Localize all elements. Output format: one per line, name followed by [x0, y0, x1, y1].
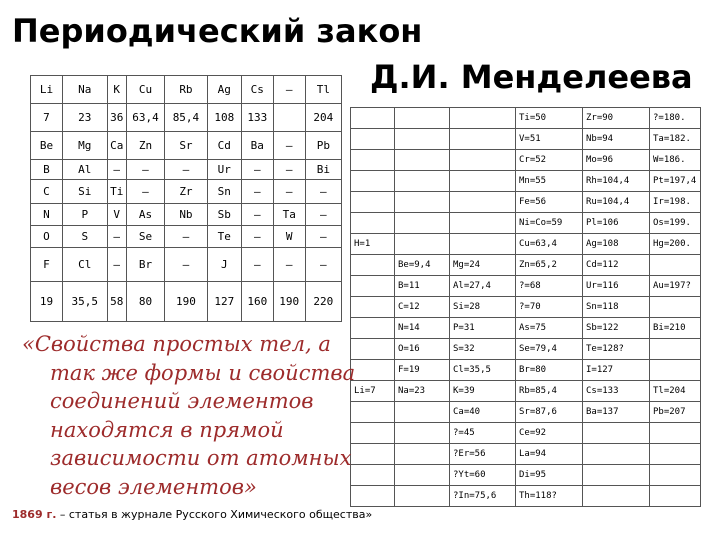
table1-cell: Al [62, 160, 107, 180]
table2-cell: B=11 [395, 276, 450, 297]
table2-cell: Th=118? [516, 486, 583, 507]
quote [22, 330, 356, 501]
table1-row [31, 248, 342, 282]
table2-row [351, 297, 701, 318]
table2-cell: Sb=122 [583, 318, 650, 339]
table2-cell [351, 444, 395, 465]
table2-cell: Bi=210 [650, 318, 701, 339]
table1-cell: – [305, 180, 341, 204]
table2-cell: Pb=207 [650, 402, 701, 423]
table2-cell [395, 423, 450, 444]
table2-cell: Ur=116 [583, 276, 650, 297]
table1-cell: V [107, 204, 126, 226]
table2-cell: I=127 [583, 360, 650, 381]
table2-cell: Ru=104,4 [583, 192, 650, 213]
table1-cell: Cs [241, 76, 273, 104]
table1-cell: S [62, 226, 107, 248]
table2-cell: Te=128? [583, 339, 650, 360]
table1-cell: Sb [207, 204, 241, 226]
table2-row [351, 276, 701, 297]
table1-cell: Br [126, 248, 164, 282]
table1-cell: Mg [62, 132, 107, 160]
table1-cell: Cd [207, 132, 241, 160]
table2-cell: Sr=87,6 [516, 402, 583, 423]
table2-cell [351, 423, 395, 444]
table2-cell: Di=95 [516, 465, 583, 486]
table1-cell: P [62, 204, 107, 226]
table2-cell [351, 297, 395, 318]
table2-row [351, 213, 701, 234]
table1-cell: 35,5 [62, 282, 107, 322]
table2-cell: As=75 [516, 318, 583, 339]
table2-cell: Ni=Co=59 [516, 213, 583, 234]
table1-row [31, 204, 342, 226]
table1-cell: – [273, 248, 305, 282]
table1-cell: Te [207, 226, 241, 248]
table2-cell [450, 108, 516, 129]
table2-row [351, 318, 701, 339]
table1-cell: Cu [126, 76, 164, 104]
table2-cell: Cl=35,5 [450, 360, 516, 381]
table1-cell: 190 [165, 282, 208, 322]
footnote-year: 1869 г. [12, 508, 57, 521]
table2-cell [351, 108, 395, 129]
table1-cell: 58 [107, 282, 126, 322]
table1-cell: Be [31, 132, 63, 160]
table1-cell: Zn [126, 132, 164, 160]
table2-cell [351, 360, 395, 381]
table1-cell: – [241, 226, 273, 248]
table1-cell: – [241, 248, 273, 282]
table2-cell: Nb=94 [583, 129, 650, 150]
table1-row [31, 104, 342, 132]
table2-row [351, 402, 701, 423]
table2-cell: Tl=204 [650, 381, 701, 402]
table2-cell: ?In=75,6 [450, 486, 516, 507]
table1-cell: Rb [165, 76, 208, 104]
table2-cell [650, 423, 701, 444]
table2-cell: ?=68 [516, 276, 583, 297]
table2-cell: Cr=52 [516, 150, 583, 171]
table1-cell: Ur [207, 160, 241, 180]
table2-cell: Al=27,4 [450, 276, 516, 297]
table2-cell: Mg=24 [450, 255, 516, 276]
table2-cell [395, 171, 450, 192]
table2-cell [583, 465, 650, 486]
table2-cell [450, 129, 516, 150]
table1-row [31, 132, 342, 160]
table2-cell: V=51 [516, 129, 583, 150]
table1-cell: – [305, 204, 341, 226]
table2-cell: P=31 [450, 318, 516, 339]
table1-cell: 108 [207, 104, 241, 132]
table1-cell: 190 [273, 282, 305, 322]
table2-cell: Ce=92 [516, 423, 583, 444]
table2-cell: Zn=65,2 [516, 255, 583, 276]
table1-cell: O [31, 226, 63, 248]
table2-cell [395, 213, 450, 234]
table1-cell: Nb [165, 204, 208, 226]
table2-cell: Cd=112 [583, 255, 650, 276]
table1-cell: 63,4 [126, 104, 164, 132]
table2-cell [650, 339, 701, 360]
footnote-text: – статья в журнале Русского Химического общества» [56, 508, 373, 521]
table2-cell [395, 486, 450, 507]
table1-cell: Cl [62, 248, 107, 282]
table2-cell: Si=28 [450, 297, 516, 318]
table2-cell: Ca=40 [450, 402, 516, 423]
table2-cell: ?Er=56 [450, 444, 516, 465]
table2-cell [351, 465, 395, 486]
table2-cell: Pt=197,4 [650, 171, 701, 192]
table2-cell: Be=9,4 [395, 255, 450, 276]
table2-cell: Rh=104,4 [583, 171, 650, 192]
table2-cell: Ta=182. [650, 129, 701, 150]
table2-cell: Li=7 [351, 381, 395, 402]
table2-cell [650, 486, 701, 507]
table2-row [351, 192, 701, 213]
table2-cell: La=94 [516, 444, 583, 465]
table2-cell [351, 150, 395, 171]
table2-cell [351, 129, 395, 150]
table1-cell: Pb [305, 132, 341, 160]
table1-cell: Sr [165, 132, 208, 160]
table1-cell: – [165, 226, 208, 248]
footnote [12, 508, 372, 521]
table2-cell: Mn=55 [516, 171, 583, 192]
table1-cell: 220 [305, 282, 341, 322]
table2-cell [650, 444, 701, 465]
table1-cell: – [107, 226, 126, 248]
table1-cell: 85,4 [165, 104, 208, 132]
table1-cell: 19 [31, 282, 63, 322]
table2-cell: ?=45 [450, 423, 516, 444]
table1-cell: – [273, 132, 305, 160]
table2-row [351, 360, 701, 381]
table2-cell [650, 255, 701, 276]
table2-cell: Rb=85,4 [516, 381, 583, 402]
table2-cell [395, 444, 450, 465]
table2-cell: Na=23 [395, 381, 450, 402]
table1-cell: C [31, 180, 63, 204]
table2-cell [351, 255, 395, 276]
table2-row [351, 171, 701, 192]
table2-cell [450, 150, 516, 171]
title-line-1: Периодический закон [12, 12, 423, 50]
table2-row [351, 465, 701, 486]
quote-line: соединений элементов [50, 389, 314, 413]
table2-cell [395, 108, 450, 129]
table2-cell [395, 150, 450, 171]
table1-cell: – [107, 160, 126, 180]
table2-cell [351, 339, 395, 360]
table2-row [351, 444, 701, 465]
table1-cell: Tl [305, 76, 341, 104]
mendeleev-1869-table [350, 107, 701, 507]
table1-cell: – [165, 248, 208, 282]
table1-cell: Ti [107, 180, 126, 204]
table2-cell: Pl=106 [583, 213, 650, 234]
table2-cell [583, 486, 650, 507]
table1-cell: 7 [31, 104, 63, 132]
table2-cell: N=14 [395, 318, 450, 339]
table2-cell: Hg=200. [650, 234, 701, 255]
table2-cell: Os=199. [650, 213, 701, 234]
table1-cell: – [241, 180, 273, 204]
table2-cell: Se=79,4 [516, 339, 583, 360]
table2-cell: Cs=133 [583, 381, 650, 402]
table2-cell: Fe=56 [516, 192, 583, 213]
table1-cell: Ba [241, 132, 273, 160]
table2-cell: Cu=63,4 [516, 234, 583, 255]
table2-cell [450, 213, 516, 234]
table1-cell: Sn [207, 180, 241, 204]
table2-cell: Br=80 [516, 360, 583, 381]
table2-cell: Ir=198. [650, 192, 701, 213]
table2-row [351, 381, 701, 402]
table1-cell: – [305, 226, 341, 248]
table1-cell: – [126, 180, 164, 204]
table2-cell: F=19 [395, 360, 450, 381]
table2-row [351, 234, 701, 255]
table2-row [351, 129, 701, 150]
table1-cell: 127 [207, 282, 241, 322]
quote-line: весов элементов» [50, 474, 257, 499]
title-line-2: Д.И. Менделеева [370, 58, 693, 96]
table2-row [351, 339, 701, 360]
table2-cell: Zr=90 [583, 108, 650, 129]
table1-cell: 204 [305, 104, 341, 132]
quote-line: «Свойства простых тел, а [22, 332, 331, 356]
table1-cell: K [107, 76, 126, 104]
table1-row [31, 226, 342, 248]
table1-cell: 23 [62, 104, 107, 132]
table1-cell: Ca [107, 132, 126, 160]
table1-cell: Ta [273, 204, 305, 226]
table2-cell: Au=197? [650, 276, 701, 297]
table1-cell: – [241, 160, 273, 180]
table2-cell [395, 192, 450, 213]
table1-cell: Bi [305, 160, 341, 180]
table1-cell: Li [31, 76, 63, 104]
table2-cell [450, 192, 516, 213]
table2-cell [450, 234, 516, 255]
table2-cell [395, 402, 450, 423]
table2-cell: Sn=118 [583, 297, 650, 318]
table1-cell: Se [126, 226, 164, 248]
table1-cell: Zr [165, 180, 208, 204]
table2-cell [351, 276, 395, 297]
table2-cell [650, 360, 701, 381]
quote-line: зависимости от атомных [50, 446, 352, 470]
table1-row [31, 282, 342, 322]
table1-cell: – [305, 248, 341, 282]
table2-cell: O=16 [395, 339, 450, 360]
table1-cell: – [107, 248, 126, 282]
table2-cell: Mo=96 [583, 150, 650, 171]
quote-line: находятся в прямой [50, 417, 284, 442]
table2-cell: Ba=137 [583, 402, 650, 423]
table2-cell: W=186. [650, 150, 701, 171]
table2-cell [351, 318, 395, 339]
table2-cell [395, 234, 450, 255]
table2-cell [650, 297, 701, 318]
table2-cell [395, 465, 450, 486]
table2-cell: ?Yt=60 [450, 465, 516, 486]
table1-cell: As [126, 204, 164, 226]
table1-row [31, 180, 342, 204]
table2-cell: K=39 [450, 381, 516, 402]
table2-cell [395, 129, 450, 150]
table2-cell [650, 465, 701, 486]
table1-cell: – [126, 160, 164, 180]
table1-cell: Si [62, 180, 107, 204]
table2-cell: Ti=50 [516, 108, 583, 129]
table2-cell: ?=70 [516, 297, 583, 318]
table2-cell: S=32 [450, 339, 516, 360]
table1-cell: W [273, 226, 305, 248]
table1-cell: – [273, 160, 305, 180]
table2-cell [583, 444, 650, 465]
table2-cell: C=12 [395, 297, 450, 318]
table2-cell [351, 192, 395, 213]
table1-cell: B [31, 160, 63, 180]
table2-row [351, 486, 701, 507]
table2-row [351, 423, 701, 444]
table1-cell: – [273, 180, 305, 204]
table2-cell [351, 213, 395, 234]
table1-cell: 36 [107, 104, 126, 132]
table1-cell: J [207, 248, 241, 282]
table2-cell [583, 423, 650, 444]
table1-cell: 80 [126, 282, 164, 322]
table1-cell: – [165, 160, 208, 180]
table2-cell [351, 486, 395, 507]
table2-cell [450, 171, 516, 192]
table1-cell [273, 104, 305, 132]
table1-cell: Na [62, 76, 107, 104]
table1-row [31, 160, 342, 180]
table1-cell: F [31, 248, 63, 282]
table2-row [351, 108, 701, 129]
table1-cell: Ag [207, 76, 241, 104]
table1-cell: – [241, 204, 273, 226]
table2-row [351, 255, 701, 276]
table2-cell: H=1 [351, 234, 395, 255]
table2-row [351, 150, 701, 171]
table1-cell: 133 [241, 104, 273, 132]
table1-cell: 160 [241, 282, 273, 322]
table2-cell [351, 171, 395, 192]
table2-cell: Ag=108 [583, 234, 650, 255]
quote-line: так же формы и свойства [50, 360, 356, 385]
element-groups-table [30, 75, 342, 322]
table2-cell: ?=180. [650, 108, 701, 129]
table2-cell [351, 402, 395, 423]
table1-cell: – [273, 76, 305, 104]
table1-cell: N [31, 204, 63, 226]
table1-row [31, 76, 342, 104]
